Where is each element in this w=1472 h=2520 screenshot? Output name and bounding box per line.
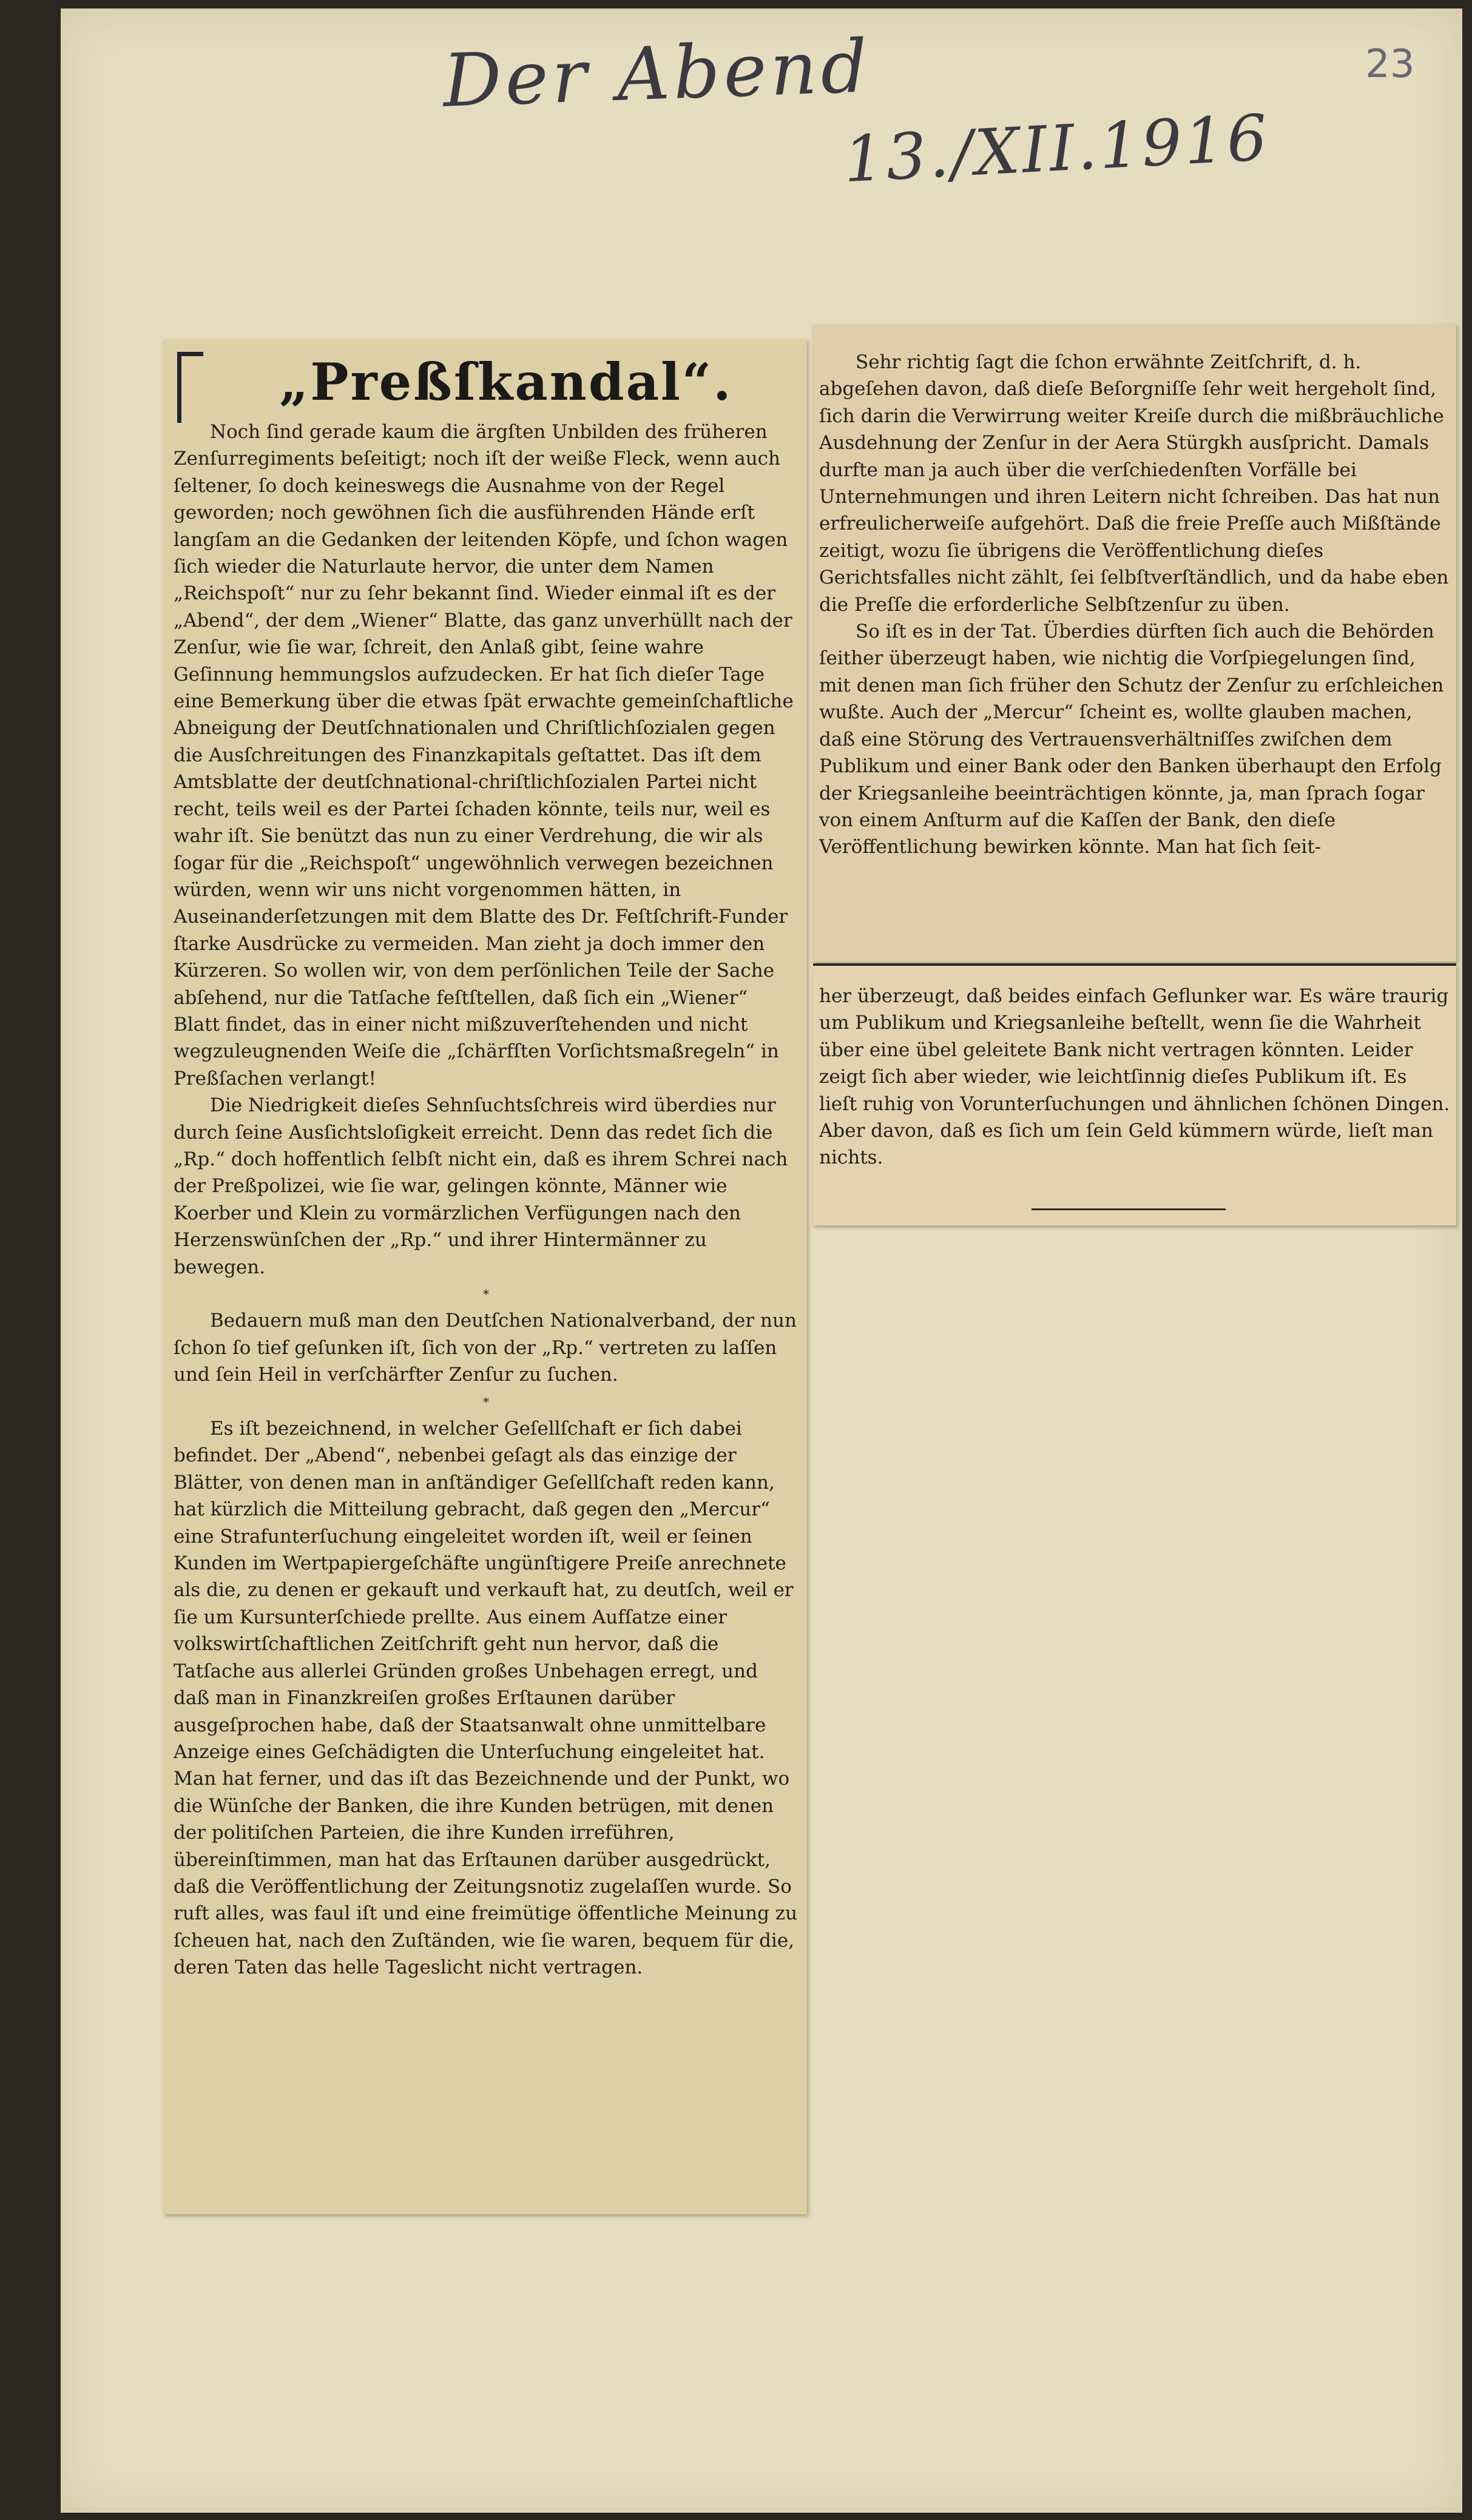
paragraph: Sehr richtig ſagt die ſchon erwähnte Zeitſchrift, d. h. abgeſehen davon, daß dieſe Beſorgniſſe ſehr weit hergeholt ſind, ſich darin die Verwirrung weiter Kreiſe durch die mißbräuchliche Ausdehnung der Zenſur in der Aera Stürgkh ausſpricht. Damals durfte man ja auch über die verſchiedenſten Vorfälle bei Unternehmungen und ihren Leitern nicht ſchreiben. Das hat nun erfreulicherweiſe aufgehört. Daß die freie Preſſe auch Mißſtände zeitigt, wozu ſie übrigens die Veröffentlichung dieſes Gerichtsfalles nicht zählt, ſei ſelbſtverſtändlich, und da habe eben die Preſſe die erforderliche Selbſtzenſur zu üben. [819, 351, 1449, 616]
page-number: 23 [1365, 42, 1415, 87]
paragraph: So iſt es in der Tat. Überdies dürften ſich auch die Behörden ſeither überzeugt haben, wie nichtig die Vorſpiegelungen ſind, mit denen man ſich früher den Schutz der Zenſur zu erſchleichen wußte. Auch der „Mercur“ ſcheint es, wollte glauben machen, daß eine Störung des Vertrauensverhältniſſes zwiſchen dem Publikum und einer Bank oder den Banken überhaupt den Erfolg der Kriegsanleihe beeinträchtigen könnte, ja, man ſprach ſogar von einem Anſturm auf die Kaſſen der Bank, den dieſe Veröffentlichung bewirken könnte. Man hat ſich ſeit- [819, 621, 1444, 858]
corner-bracket [177, 352, 203, 423]
section-divider-star: * [483, 1287, 489, 1301]
section-divider-star: * [483, 1394, 489, 1409]
paragraph: Es iſt bezeichnend, in welcher Geſellſchaft er ſich dabei befindet. Der „Abend“, nebenbei geſagt als das einzige der Blätter, von denen man in anſtändiger Geſellſchaft reden kann, hat kürzlich die Mitteilung gebracht, daß gegen den „Mercur“ eine Strafunterſuchung eingeleitet worden iſt, weil er ſeinen Kunden im Wertpapiergeſchäfte ungünſtigere Preiſe anrechnete als die, zu denen er gekauft und verkauft hat, zu deutſch, weil er ſie um Kursunterſchiede prellte. Aus einem Aufſatze einer volkswirtſchaftlichen Zeitſchrift geht nun hervor, daß die Tatſache aus allerlei Gründen großes Unbehagen erregt, und daß man in Finanzkreiſen großes Erſtaunen darüber ausgeſprochen habe, daß der Staatsanwalt ohne unmittelbare Anzeige eines Geſchädigten die Unterſuchung eingeleitet hat. Man hat ferner, und das iſt das Bezeichnende und der Punkt, wo die Wünſche der Banken, die ihre Kunden betrügen, mit denen der politiſchen Parteien, die ihre Kunden irreführen, übereinſtimmen, man hat das Erſtaunen darüber ausgedrückt, daß die Veröffentlichung der Zeitungsnotiz zugelaſſen wurde. So ruft alles, was faul iſt und eine freimütige öffentliche Meinung zu ſcheuen hat, nach den Zuſtänden, wie ſie waren, bequem für die, deren Taten das helle Tageslicht nicht vertragen. [174, 1418, 798, 1979]
paragraph: her überzeugt, daß beides einfach Geflunker war. Es wäre traurig um Publikum und Kriegsanleihe beſtellt, wenn ſie die Wahrheit über eine übel geleitete Bank nicht vertragen könnten. Leider zeigt ſich aber wieder, wie leichtſinnig dieſes Publikum iſt. Es lieſt ruhig von Vorunterſuchungen und ähnlichen ſchönen Dingen. Aber davon, daß es ſich um ſein Geld kümmern würde, lieſt man nichts. [819, 985, 1450, 1169]
paragraph: Die Niedrigkeit dieſes Sehnſuchtsſchreis wird überdies nur durch ſeine Ausſichtsloſigkeit erreicht. Denn das redet ſich die „Rp.“ doch hoffentlich ſelbſt nicht ein, daß es ihrem Schrei nach der Preßpolizei, wie ſie war, gelingen könnte, Männer wie Koerber und Klein zu vormärzlichen Verfügungen nach den Herzenswünſchen der „Rp.“ und ihrer Hintermänner zu bewegen. [174, 1094, 788, 1278]
paragraph: Bedauern muß man den Deutſchen Nationalverband, der nun ſchon ſo tief geſunken iſt, ſich von der „Rp.“ vertreten zu laſſen und ſein Heil in verſchärfter Zenſur zu ſuchen. [174, 1310, 797, 1386]
handwritten-title: Der Abend [441, 24, 873, 124]
paragraph: Noch ſind gerade kaum die ärgſten Unbilden des früheren Zenſurregiments beſeitigt; noch iſt der weiße Fleck, wenn auch ſeltener, ſo doch keineswegs die Ausnahme von der Regel geworden; noch gewöhnen ſich die ausführenden Hände erſt langſam an die Gedanken der leitenden Köpfe, und ſchon wagen ſich wieder die Naturlaute hervor, die unter dem Namen „Reichspoſt“ nur zu ſehr bekannt ſind. Wieder einmal iſt es der „Abend“, der dem „Wiener“ Blatte, das ganz unverhüllt nach der Zenſur, wie ſie war, ſchreit, den Anlaß gibt, ſeine wahre Geſinnung hemmungslos aufzudecken. Er hat ſich dieſer Tage eine Bemerkung über die etwas ſpät erwachte gemeinſchaftliche Abneigung der Deutſchnationalen und Chriſtlichſozialen gegen die Ausſchreitungen des Finanzkapitals geſtattet. Das iſt dem Amtsblatte der deutſchnational-chriſtlichſozialen Partei nicht recht, teils weil es der Partei ſchaden könnte, teils nur, weil es wahr iſt. Sie benützt das nun zu einer Verdrehung, die wir als ſogar für die „Reichspoſt“ ungewöhnlich verwegen bezeichnen würden, wenn wir uns nicht vorgenommen hätten, in Auseinanderſetzungen mit dem Blatte des Dr. Feſtſchrift-Funder ſtarke Ausdrücke zu vermeiden. Man zieht ja doch immer den Kürzeren. So wollen wir, von dem perſönlichen Teile der Sache abſehend, nur die Tatſache feſtſtellen, daß ſich ein „Wiener“ Blatt findet, das in einer nicht mißzuverſtehenden und nicht wegzuleugnenden Weiſe die „ſchärfſten Vorſichtsmaßregeln“ in Preßſachen verlangt! [174, 421, 794, 1090]
article-headline: „Preßſkandal“. [279, 352, 733, 412]
article-column-right-top [819, 349, 1450, 861]
handwritten-date: 13./XII.1916 [842, 100, 1272, 197]
column-divider-rule [813, 963, 1456, 966]
end-rule [1031, 1208, 1226, 1210]
article-column-left [174, 419, 798, 1981]
article-column-right-bottom [819, 983, 1450, 1171]
